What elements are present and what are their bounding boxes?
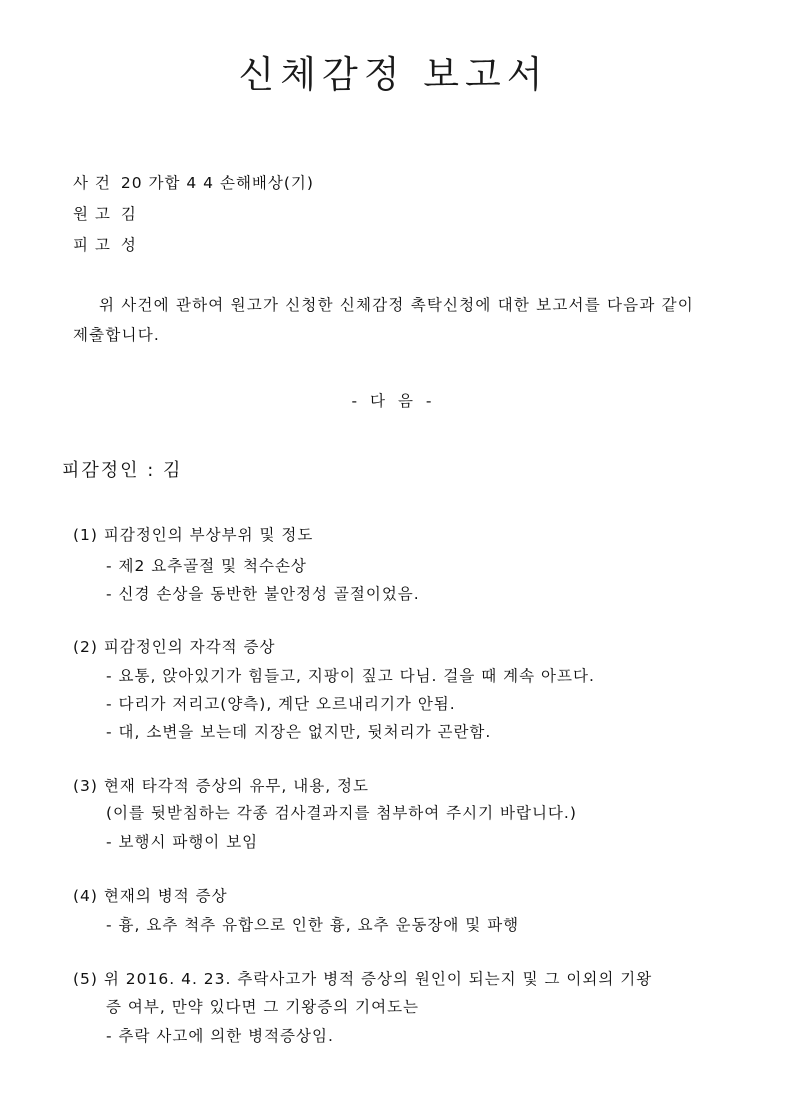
defendant-line: [73, 233, 137, 255]
intro-paragraph: 위 사건에 관하여 원고가 신청한 신체감정 촉탁신청에 대한 보고서를 다음과 같이 제출합니다.: [73, 296, 694, 344]
plaintiff-label: 원 고: [73, 205, 111, 223]
section-item: - 흉, 요추 척추 유합으로 인한 흉, 요추 운동장애 및 파행: [106, 916, 520, 934]
section-item: - 추락 사고에 의한 병적증상임.: [106, 1027, 334, 1045]
case-value: 20 가합 4 4 손해배상(기): [120, 174, 314, 192]
defendant-value: 성: [120, 236, 137, 254]
section-heading: (4) 현재의 병적 증상: [73, 887, 228, 905]
defendant-label: 피 고: [73, 236, 111, 254]
plaintiff-value: 김: [120, 205, 137, 223]
section-heading: (3) 현재 타각적 증상의 유무, 내용, 정도: [73, 777, 369, 795]
section-note: (이를 뒷받침하는 각종 검사결과지를 첨부하여 주시기 바랍니다.): [106, 804, 577, 822]
section-item: - 신경 손상을 동반한 불안정성 골절이었음.: [106, 585, 420, 603]
section-item: - 보행시 파행이 보임: [106, 833, 259, 851]
subject-line: 피감정인 : 김: [62, 460, 183, 481]
divider-heading: - 다 음 -: [351, 392, 436, 410]
section-heading: (5) 위 2016. 4. 23. 추락사고가 병적 증상의 원인이 되는지 및 그 이외의 기왕: [73, 970, 653, 988]
plaintiff-line: [73, 202, 137, 224]
section-item: - 제2 요추골절 및 척수손상: [106, 557, 307, 575]
case-line: [73, 171, 314, 193]
section-continuation: 증 여부, 만약 있다면 그 기왕증의 기여도는: [106, 998, 420, 1016]
section-heading: (2) 피감정인의 자각적 증상: [73, 638, 276, 656]
section-heading: (1) 피감정인의 부상부위 및 정도: [73, 526, 314, 544]
section-item: - 요통, 앉아있기가 힘들고, 지팡이 짚고 다님. 걸을 때 계속 아프다.: [106, 667, 595, 685]
case-label: 사 건: [73, 174, 111, 192]
document-title: 신체감정 보고서: [238, 53, 549, 96]
section-item: - 대, 소변을 보는데 지장은 없지만, 뒷처리가 곤란함.: [106, 723, 492, 741]
section-item: - 다리가 저리고(양측), 계단 오르내리기가 안됨.: [106, 695, 456, 713]
